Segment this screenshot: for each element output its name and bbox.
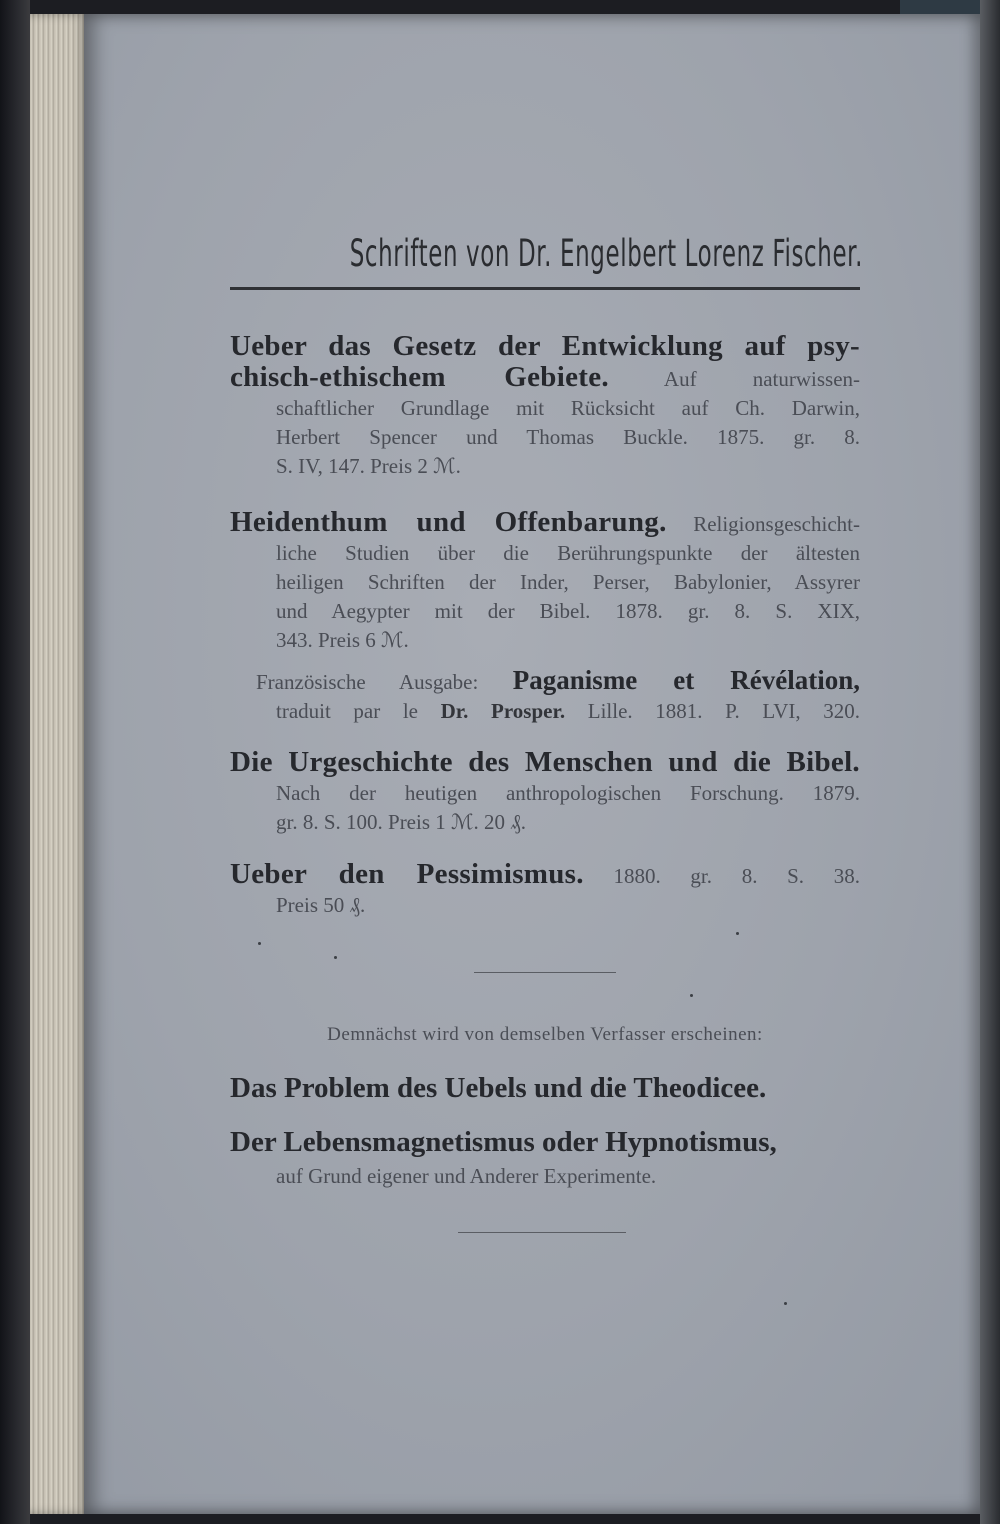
entry-line: und Aegypter mit der Bibel. 1878. gr. 8. S. XIX, (276, 599, 860, 623)
entry-urgeschichte (230, 748, 860, 837)
section-divider (474, 972, 616, 973)
entry-title: Ueber das Gesetz der Entwicklung auf psy- (230, 330, 860, 362)
entry-title: Paganisme et Révélation, (512, 665, 860, 695)
entry-line: S. IV, 147. Preis 2 ℳ. (276, 454, 461, 478)
translator-name: Dr. Prosper. (440, 699, 566, 723)
paper-speck (258, 942, 261, 945)
entry-line: Nach der heutigen anthropologischen Forschung. 1879. (276, 781, 860, 805)
edition-prefix: Französische Ausgabe: (256, 670, 479, 694)
entry-line: Preis 50 ₰. (276, 893, 366, 917)
paper-speck (736, 932, 739, 935)
closing-divider (458, 1232, 626, 1233)
entry-description: Auf naturwissen- (663, 367, 861, 391)
entry-title-cont: chisch-ethischem Gebiete. (230, 361, 609, 393)
entry-pessimismus (230, 860, 860, 920)
translator-prefix: traduit par le (276, 699, 419, 723)
entry-gesetz-der-entwicklung (230, 332, 860, 481)
entry-title: Heidenthum und Offenbarung. (230, 506, 667, 538)
paper-speck (784, 1302, 787, 1305)
entry-line: schaftlicher Grundlage mit Rücksicht auf Ch. Darwin, (276, 396, 860, 420)
entry-description: Religionsgeschicht- (693, 512, 860, 536)
entry-french-edition (230, 666, 860, 726)
right-edge (980, 0, 1000, 1524)
entry-title: Ueber den Pessimismus. (230, 858, 584, 890)
entry-heidenthum (230, 508, 860, 655)
page-title: Schriften von Dr. Engelbert Lorenz Fischer. (349, 232, 864, 275)
entry-title: Die Urgeschichte des Menschen und die Bibel. (230, 746, 860, 778)
entry-line: liche Studien über die Berührungspunkte der ältesten (276, 541, 860, 565)
entry-line: heiligen Schriften der Inder, Perser, Babylonier, Assyrer (276, 570, 860, 594)
paper-speck (690, 994, 693, 997)
paper-speck (334, 956, 337, 959)
book-spine (0, 0, 30, 1524)
entry-line: Herbert Spencer und Thomas Buckle. 1875. gr. 8. (276, 425, 860, 449)
forthcoming-title: Das Problem des Uebels und die Theodicee. (230, 1072, 767, 1104)
page-edges (30, 14, 88, 1514)
top-tab (900, 0, 980, 14)
entry-line: 343. Preis 6 ℳ. (276, 628, 409, 652)
entry-description: 1880. gr. 8. S. 38. (613, 864, 860, 888)
forthcoming-title: Der Lebensmagnetismus oder Hypnotismus, (230, 1126, 777, 1158)
forthcoming-subtitle: auf Grund eigener und Anderer Experimente. (276, 1164, 657, 1188)
announcement: Demnächst wird von demselben Verfasser erscheinen: (327, 1024, 763, 1045)
book-page (84, 14, 980, 1514)
publication-info: Lille. 1881. P. LVI, 320. (587, 699, 860, 723)
title-rule (230, 287, 860, 290)
entry-line: gr. 8. S. 100. Preis 1 ℳ. 20 ₰. (276, 810, 526, 834)
